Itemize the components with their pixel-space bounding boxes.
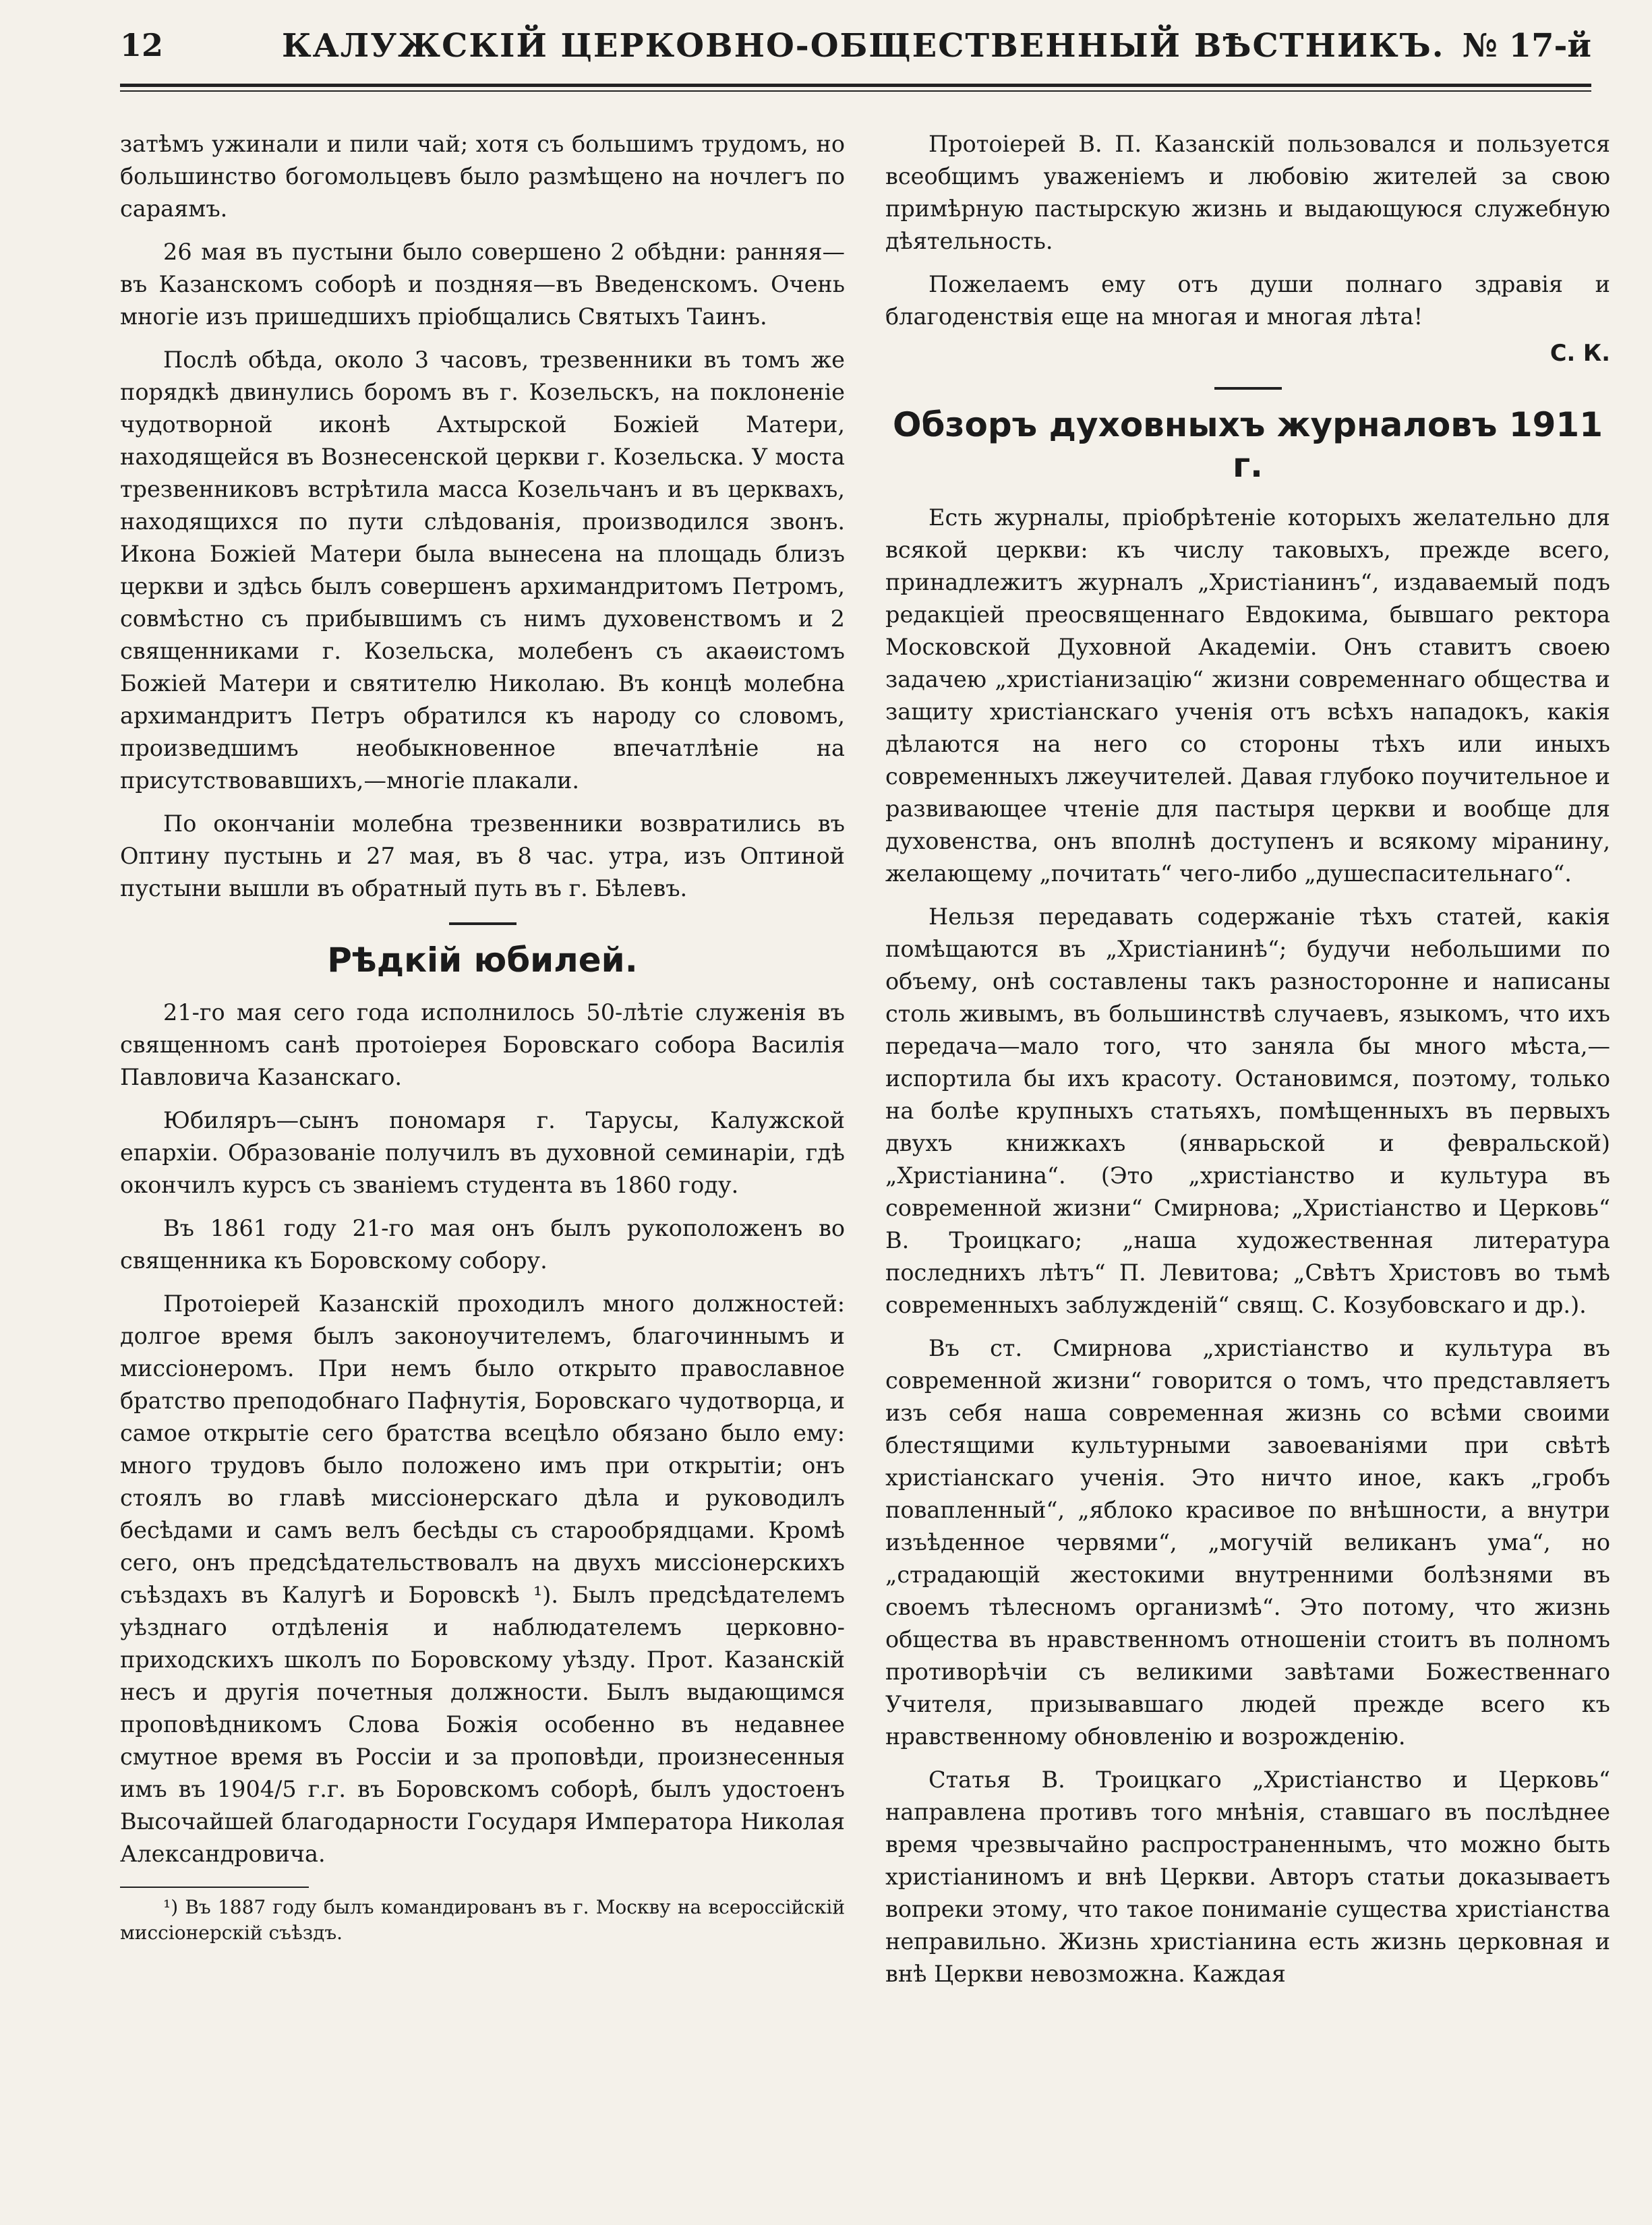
paragraph: Нельзя передавать содержаніе тѣхъ статей, какія помѣщаются въ „Христіанинѣ“; будучи небольшими по объему, онѣ составлены такъ разносторонне и написаны столь живымъ, въ большинствѣ случаевъ, языкомъ, что ихъ передача—мало того, что заняла бы много мѣста,—испортила бы ихъ красоту. Остановимся, поэтому, только на болѣе крупныхъ статьяхъ, помѣщенныхъ въ первыхъ двухъ книжкахъ (январьской и февральской) „Христіанина“. (Это „христіанство и культура въ современной жизни“ Смирнова; „Христіанство и Церковь“ В. Троицкаго; „наша художественная литература последнихъ лѣтъ“ П. Левитова; „Свѣтъ Христовъ во тьмѣ современныхъ заблужденій“ свящ. С. Козубовскаго и др.).	[885, 903, 1610, 1318]
paragraph: Статья В. Троицкаго „Христіанство и Церковь“ направлена противъ того мнѣнія, ставшаго въ послѣднее время чрезвычайно распространеннымъ, что можно быть христіаниномъ и внѣ Церкви. Авторъ статьи доказываетъ вопреки этому, что такое пониманіе существа христіанства неправильно. Жизнь христіанина есть жизнь церковная и внѣ Церкви невозможна. Каждая	[885, 1767, 1610, 1987]
running-header	[120, 27, 1591, 74]
paragraph: Въ ст. Смирнова „христіанство и культура въ современной жизни“ говорится о томъ, что представляетъ изъ себя наша современная жизнь со всѣми своими блестящими культурными завоеваніями при свѣтѣ христіанскаго ученія. Это ничто иное, какъ „гробъ повапленный“, „яблоко красивое по внѣшности, а внутри изъѣденное червями“, „могучій великанъ ума“, но „страдающій жестокими внутренними болѣзнями въ своемъ тѣлесномъ организмѣ“. Это потому, что жизнь общества въ нравственномъ отношеніи стоитъ въ полномъ противорѣчіи съ великими завѣтами Божественнаго Учителя, призывавшаго людей прежде всего къ нравственному обновленію и возрожденію.	[885, 1335, 1610, 1750]
paragraph: Послѣ обѣда, около 3 часовъ, трезвенники въ томъ же порядкѣ двинулись боромъ въ г. Козельскъ, на поклоненіе чудотворной иконѣ Ахтырской Божіей Матери, находящейся въ Вознесенской церкви г. Козельска. У моста трезвенниковъ встрѣтила масса Козельчанъ и въ церквахъ, находящихся по пути слѣдованія, производился звонъ. Икона Божіей Матери была вынесена на площадь близъ церкви и здѣсь былъ совершенъ архимандритомъ Петромъ, совмѣстно съ прибывшимъ съ нимъ духовенствомъ и 2 священниками г. Козельска, молебенъ съ акаѳистомъ Божіей Матери и святителю Николаю. Въ концѣ молебна архимандритъ Петръ обратился къ народу со словомъ, произведшимъ необыкновенное впечатлѣніе на присутствовавшихъ,—многіе плакали.	[120, 347, 845, 794]
journal-title: КАЛУЖСКІЙ ЦЕРКОВНО-ОБЩЕСТВЕННЫЙ ВѢСТНИКЪ.	[282, 27, 1445, 65]
author-signature: С. К.	[1550, 340, 1610, 366]
section-divider	[1214, 387, 1282, 390]
left-column	[120, 128, 845, 1957]
page-number: 12	[120, 27, 164, 63]
right-column	[885, 128, 1610, 2001]
footnote: ¹) Въ 1887 году былъ командированъ въ г. Москву на всероссійскій миссіонерскій съѣздъ.	[120, 1896, 845, 1944]
paragraph: Юбиляръ—сынъ пономаря г. Тарусы, Калужской епархіи. Образованіе получилъ въ духовной семинаріи, гдѣ окончилъ курсъ съ званіемъ студента въ 1860 году.	[120, 1107, 845, 1198]
paragraph: Въ 1861 году 21-го мая онъ былъ рукоположенъ во священника къ Боровскому собору.	[120, 1215, 845, 1274]
paragraph: Протоіерей В. П. Казанскій пользовался и пользуется всеобщимъ уваженіемъ и любовію жителей за свою примѣрную пастырскую жизнь и выдающуюся служебную дѣятельность.	[885, 131, 1610, 254]
section-heading-jubilee: Рѣдкій юбилей.	[327, 941, 638, 980]
header-rule-thin	[120, 90, 1591, 92]
paragraph: 21-го мая сего года исполнилось 50-лѣтіе служенія въ священномъ санѣ протоіерея Боровскаго собора Василія Павловича Казанскаго.	[120, 999, 845, 1090]
paragraph: По окончаніи молебна трезвенники возвратились въ Оптину пустынь и 27 мая, въ 8 час. утра, изъ Оптиной пустыни вышли въ обратный путь въ г. Бѣлевъ.	[120, 810, 845, 901]
paragraph: Есть журналы, пріобрѣтеніе которыхъ желательно для всякой церкви: къ числу таковыхъ, прежде всего, принадлежитъ журналъ „Христіанинъ“, издаваемый подъ редакціей преосвященнаго Евдокима, бывшаго ректора Московской Духовной Академіи. Онъ ставитъ своею задачею „христіанизацію“ жизни современнаго общества и защиту христіанскаго ученія отъ всѣхъ нападокъ, какія дѣлаются на него со стороны тѣхъ или иныхъ современныхъ лжеучителей. Давая глубоко поучительное и развивающее чтеніе для пастыря церкви и вообще для духовенства, онъ вполнѣ доступенъ и всякому міранину, желающему „почитать“ чего-либо „душеспасительнаго“.	[885, 504, 1610, 887]
paragraph: Протоіерей Казанскій проходилъ много должностей: долгое время былъ законоучителемъ, благочиннымъ и миссіонеромъ. При немъ было открыто православное братство преподобнаго Пафнутія, Боровскаго чудотворца, и самое открытіе сего братства всецѣло обязано было ему: много трудовъ было положено имъ при открытіи; онъ стоялъ во главѣ миссіонерскаго дѣла и руководилъ бесѣдами и самъ велъ бесѣды съ старообрядцами. Кромѣ сего, онъ предсѣдательствовалъ на двухъ миссіонерскихъ съѣздахъ въ Калугѣ и Боровскѣ ¹). Былъ предсѣдателемъ уѣзднаго отдѣленія и наблюдателемъ церковно-приходскихъ школъ по Боровскому уѣзду. Прот. Казанскій несъ и другія почетныя должности. Былъ выдающимся проповѣдникомъ Слова Божія особенно въ недавнее смутное время въ Россіи и за проповѣди, произнесенныя имъ въ 1904/5 г.г. въ Боровскомъ соборѣ, былъ удостоенъ Высочайшей благодарности Государя Императора Николая Александровича.	[120, 1290, 845, 1867]
paragraph: Пожелаемъ ему отъ души полнаго здравія и благоденствія еще на многая и многая лѣта!	[885, 271, 1610, 330]
section-heading-review: Обзоръ духовныхъ журналовъ 1911 г.	[893, 405, 1603, 485]
paragraph: 26 мая въ пустыни было совершено 2 обѣдни: ранняя—въ Казанскомъ соборѣ и поздняя—въ Введенскомъ. Очень многіе изъ пришедшихъ пріобщались Святыхъ Таинъ.	[120, 239, 845, 330]
footnote-rule	[120, 1887, 309, 1888]
issue-number: № 17-й	[1462, 27, 1591, 65]
header-rule-thick	[120, 84, 1591, 87]
paragraph: затѣмъ ужинали и пили чай; хотя съ большимъ трудомъ, но большинство богомольцевъ было размѣщено на ночлегъ по сараямъ.	[120, 131, 845, 222]
section-divider	[449, 922, 517, 925]
